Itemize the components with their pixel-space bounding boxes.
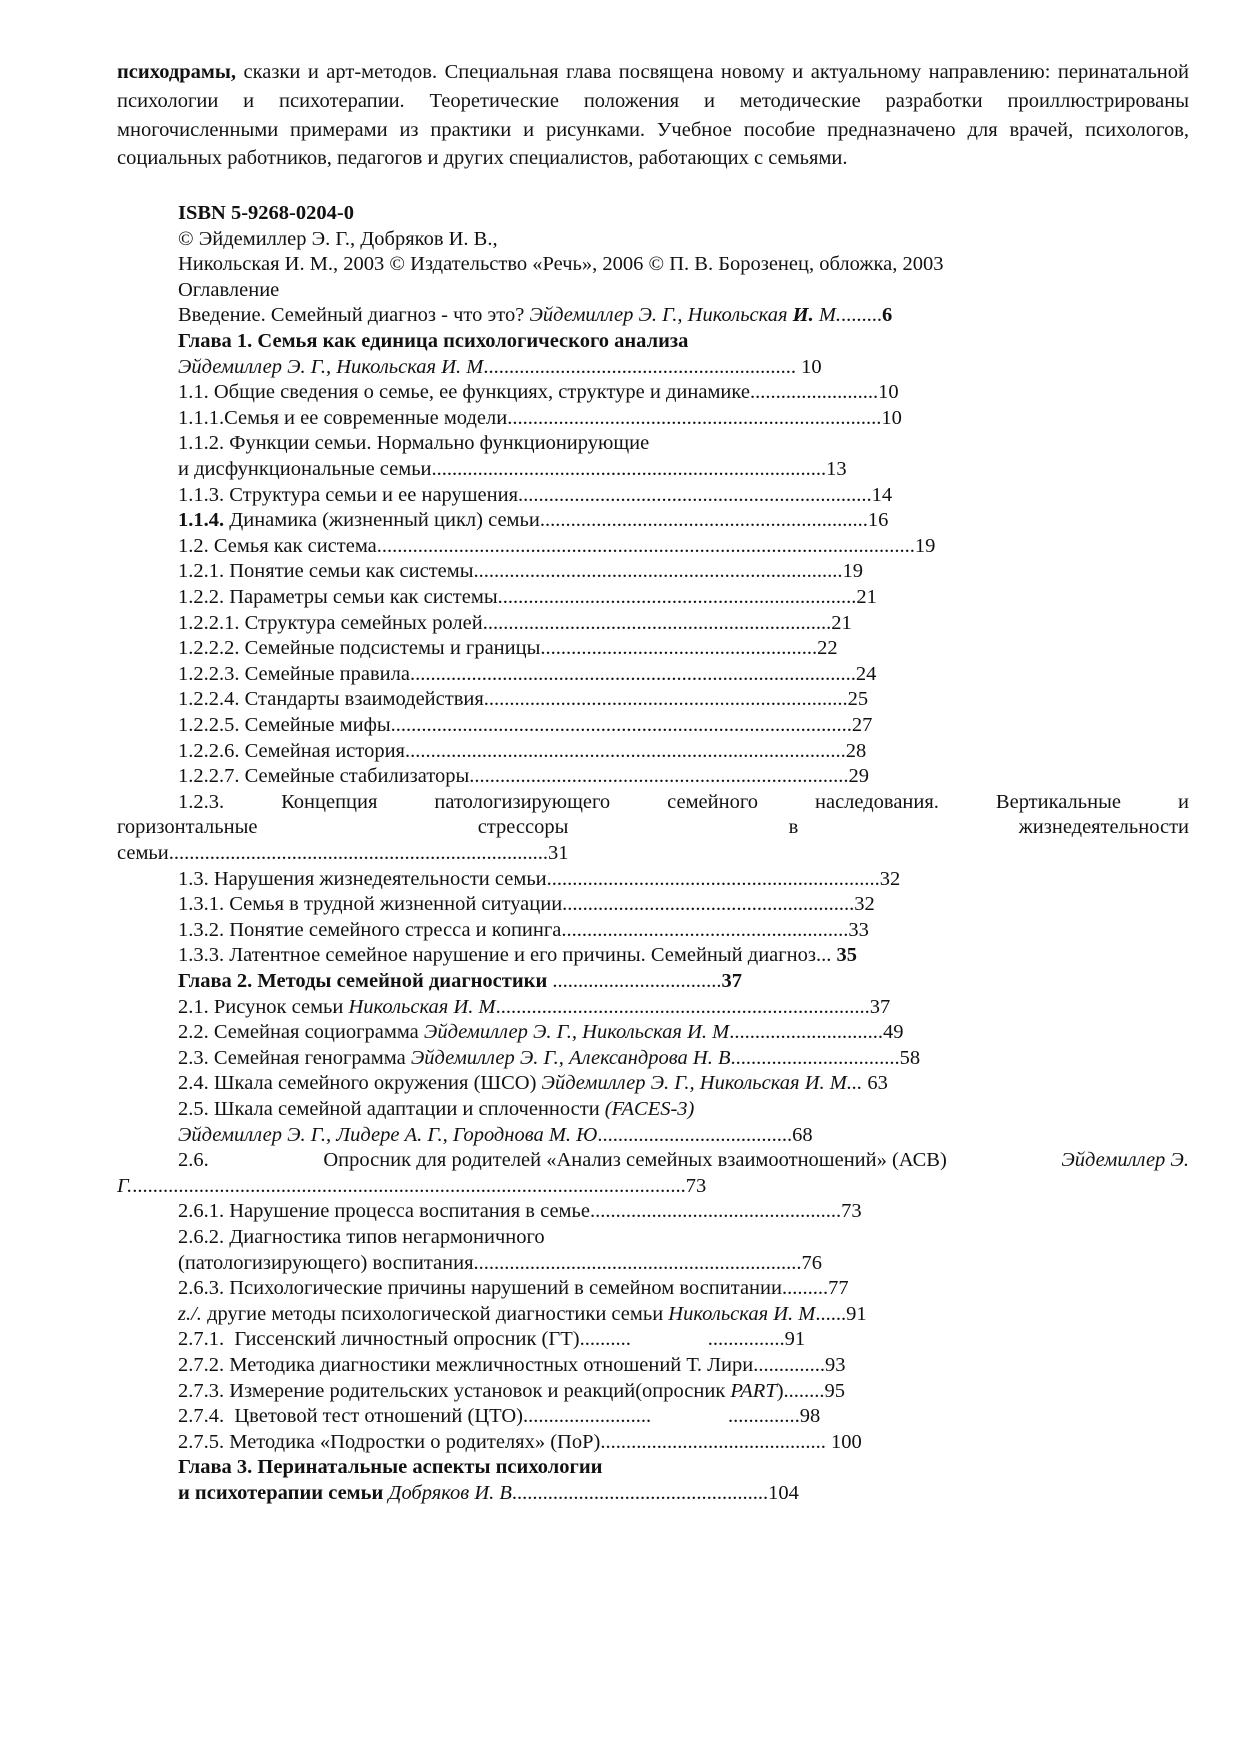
toc-entry-text: 2.4. Шкала семейного окружения (ШСО) bbox=[178, 1072, 542, 1095]
isbn: ISBN 5-9268-0204-0 bbox=[178, 202, 354, 224]
toc-entry-authors: Г. bbox=[117, 1174, 133, 1197]
toc-entry-2-7[interactable] bbox=[178, 1300, 867, 1328]
toc-entry-2-7-2[interactable]: 2.7.2. Методика диагностики межличностных отношений Т. Лири..............93 bbox=[178, 1354, 846, 1376]
toc-entry-2-1[interactable] bbox=[178, 993, 890, 1021]
toc-chapter-1[interactable]: Глава 1. Семья как единица психологического анализа bbox=[178, 330, 689, 352]
toc-entry-2-2[interactable] bbox=[178, 1018, 903, 1046]
toc-leader: ..............................49 bbox=[729, 1021, 904, 1044]
toc-page-number: 37 bbox=[721, 970, 743, 992]
toc-entry-text: Динамика (жизненный цикл) семьи................................................................16 bbox=[224, 509, 889, 532]
toc-word: семейного bbox=[667, 790, 758, 813]
toc-entry-1-1-3[interactable]: 1.1.3. Структура семьи и ее нарушения.....................................................................14 bbox=[178, 483, 893, 506]
toc-entry-1-1-2[interactable]: 1.1.2. Функции семьи. Нормально функционирующие bbox=[178, 432, 650, 455]
toc-entry-2-6-1[interactable]: 2.6.1. Нарушение процесса воспитания в семье.................................................73 bbox=[178, 1200, 862, 1223]
toc-entry-1-1-2-cont[interactable]: и дисфункциональные семьи.............................................................................13 bbox=[178, 458, 847, 480]
toc-page-number: 35 bbox=[836, 944, 858, 967]
intro-paragraph bbox=[117, 58, 1189, 173]
toc-entry-1-3-2[interactable]: 1.3.2. Понятие семейного стресса и копинга........................................................33 bbox=[178, 918, 869, 941]
toc-entry-authors-tail: М. bbox=[813, 304, 842, 327]
intro-text: сказки и арт-методов. Специальная глава посвящена новому и актуальному направлению: перинатальной психологии и психотерапии. Теоретические положения и методические разработки проиллюстрированы многочисленными примерами из практики и рисунками. Учебное пособие предназначено для врачей, психологов, социальных работников, педагогов и других специалистов, работающих с семьями. bbox=[117, 61, 1189, 170]
toc-word: и bbox=[1177, 790, 1189, 813]
toc-entry-1-3-3[interactable] bbox=[178, 941, 857, 969]
toc-entry-2-6-2-cont[interactable]: (патологизирующего) воспитания................................................................76 bbox=[178, 1251, 823, 1274]
toc-leader: ............................................................. bbox=[483, 355, 796, 378]
toc-entry-abbrev: PART bbox=[730, 1379, 777, 1402]
toc-entry-2-7-5[interactable]: 2.7.5. Методика «Подростки о родителях» (ПоР)............................................ 100 bbox=[178, 1430, 862, 1453]
toc-entry-1-2-2-6[interactable]: 1.2.2.6. Семейная история......................................................................................28 bbox=[178, 739, 867, 762]
toc-entry-2-5-cont[interactable] bbox=[178, 1121, 813, 1149]
toc-entry-text: 2.7.3. Измерение родительских установок и реакций(опросник bbox=[178, 1379, 731, 1402]
toc-heading: Оглавление bbox=[178, 278, 280, 301]
toc-entry-1-2-2[interactable]: 1.2.2. Параметры семьи как системы......................................................................21 bbox=[178, 586, 877, 608]
toc-entry-2-5[interactable] bbox=[178, 1095, 694, 1123]
toc-leader: ............................................................................................................73 bbox=[132, 1174, 707, 1197]
toc-entry-authors: Эйдемиллер Э. Г., Никольская И. М... bbox=[541, 1072, 863, 1095]
toc-entry-1-2-2-4[interactable]: 1.2.2.4. Стандарты взаимодействия.......................................................................25 bbox=[178, 688, 869, 711]
intro-lead: психодрамы, bbox=[117, 61, 236, 83]
toc-entry-authors: Никольская И. М bbox=[348, 995, 496, 1018]
toc-entry-2-6[interactable] bbox=[178, 1146, 1189, 1174]
toc-entry-1-1-4[interactable] bbox=[178, 506, 888, 534]
toc-word: 1.2.3. bbox=[178, 790, 225, 813]
toc-word: 2.6. bbox=[178, 1149, 209, 1172]
toc-leader: ........ bbox=[841, 304, 883, 327]
toc-word: жизнедеятельности bbox=[1018, 816, 1189, 839]
toc-entry-2-3[interactable] bbox=[178, 1044, 920, 1072]
toc-word: стрессоры bbox=[477, 816, 569, 839]
toc-word: Концепция bbox=[281, 790, 378, 813]
toc-word: в bbox=[788, 816, 799, 839]
toc-chapter-2[interactable] bbox=[178, 967, 742, 995]
toc-entry-authors: Эйдемиллер Э. Г., Никольская И. М bbox=[423, 1021, 730, 1044]
toc-entry-authors: Эйдемиллер Э. Г., Александрова Н. В bbox=[410, 1046, 731, 1069]
toc-entry-1-3-1[interactable]: 1.3.1. Семья в трудной жизненной ситуации.........................................................32 bbox=[178, 893, 875, 916]
toc-entry-text: 1.3.3. Латентное семейное нарушение и его причины. Семейный диагноз... bbox=[178, 944, 837, 967]
toc-entry-text: 2.1. Рисунок семьи bbox=[178, 995, 349, 1018]
toc-entry-intro[interactable] bbox=[178, 301, 892, 329]
toc-leader: )........95 bbox=[776, 1379, 846, 1402]
toc-entry-2-6-3[interactable]: 2.6.3. Психологические причины нарушений в семейном воспитании.........77 bbox=[178, 1277, 849, 1300]
toc-entry-1-2-2-3[interactable]: 1.2.2.3. Семейные правила.......................................................................................24 bbox=[178, 662, 877, 685]
toc-chapter-1-authors bbox=[178, 353, 822, 381]
toc-word: Опросник для родителей «Анализ семейных взаимоотношений» (АСВ) bbox=[323, 1149, 947, 1172]
toc-leader: .........................................................................37 bbox=[495, 995, 891, 1018]
copyright-line-1: © Эйдемиллер Э. Г., Добряков И. В., bbox=[178, 227, 498, 250]
toc-leader: .................................58 bbox=[730, 1046, 921, 1069]
toc-entry-2-6-2[interactable]: 2.6.2. Диагностика типов негармоничного bbox=[178, 1226, 545, 1248]
toc-entry-2-7-3[interactable] bbox=[178, 1377, 845, 1405]
toc-entry-authors: Эйдемиллер Э. bbox=[1061, 1149, 1189, 1172]
toc-entry-2-6-cont[interactable] bbox=[117, 1172, 706, 1200]
toc-entry-text: 2.2. Семейная социограмма bbox=[178, 1021, 424, 1044]
toc-leader: ......91 bbox=[815, 1302, 867, 1325]
toc-page-number: 10 bbox=[795, 355, 822, 378]
toc-entry-2-7-1[interactable]: 2.7.1. Гиссенский личностный опросник (ГТ).......... ...............91 bbox=[178, 1328, 806, 1351]
toc-entry-authors: Эйдемиллер Э. Г., Лидере А. Г., Городнова М. Ю bbox=[178, 1123, 598, 1146]
toc-entry-1-3[interactable]: 1.3. Нарушения жизнедеятельности семьи.................................................................32 bbox=[178, 867, 901, 890]
toc-entry-authors-bold: И. bbox=[792, 304, 814, 327]
toc-entry-text: Введение. Семейный диагноз - что это? bbox=[178, 304, 530, 327]
toc-entry-number: z./. bbox=[178, 1302, 202, 1325]
toc-entry-2-4[interactable] bbox=[178, 1069, 888, 1097]
toc-chapter-3[interactable]: Глава 3. Перинатальные аспекты психологии bbox=[178, 1456, 603, 1479]
toc-entry-1-1-1[interactable]: 1.1.1.Семья и ее современные модели.........................................................................10 bbox=[178, 406, 902, 429]
toc-entry-1-2-3[interactable] bbox=[178, 788, 1189, 816]
toc-leader: ................................. bbox=[552, 970, 722, 992]
toc-chapter-3-cont[interactable] bbox=[178, 1479, 799, 1507]
toc-word: наследования. bbox=[815, 790, 939, 813]
toc-entry-number: 1.1.4. bbox=[178, 509, 225, 532]
toc-entry-1-2-1[interactable]: 1.2.1. Понятие семьи как системы........................................................................19 bbox=[178, 560, 864, 583]
toc-word: патологизирующего bbox=[434, 790, 611, 813]
toc-page-number: 6 bbox=[882, 304, 893, 327]
copyright-line-2: Никольская И. М., 2003 © Издательство «Речь», 2006 © П. В. Борозенец, обложка, 2003 bbox=[178, 253, 944, 276]
toc-entry-1-2-2-7[interactable]: 1.2.2.7. Семейные стабилизаторы..........................................................................29 bbox=[178, 765, 870, 788]
toc-word: Вертикальные bbox=[995, 790, 1121, 813]
toc-chapter-title: Глава 2. Методы семейной диагностики bbox=[178, 970, 553, 992]
toc-entry-1-2-2-2[interactable]: 1.2.2.2. Семейные подсистемы и границы......................................................22 bbox=[178, 637, 838, 660]
toc-entry-authors: Эйдемиллер Э. Г., Никольская bbox=[529, 304, 793, 327]
toc-entry-2-7-4[interactable]: 2.7.4. Цветовой тест отношений (ЦТО)......................... ..............98 bbox=[178, 1405, 821, 1428]
toc-page-number: 63 bbox=[862, 1072, 888, 1095]
toc-leader: ..................................................104 bbox=[511, 1482, 799, 1504]
toc-entry-text: другие методы психологической диагностики семьи bbox=[201, 1302, 669, 1325]
toc-entry-authors: Эйдемиллер Э. Г., Никольская И. М bbox=[178, 355, 484, 378]
toc-entry-1-2-3-cont[interactable] bbox=[117, 813, 1189, 841]
toc-entry-text: 2.3. Семейная генограмма bbox=[178, 1046, 411, 1069]
toc-entry-authors: Никольская И. М bbox=[668, 1302, 816, 1325]
toc-entry-1-1[interactable]: 1.1. Общие сведения о семье, ее функциях, структуре и динамике.........................10 bbox=[178, 381, 899, 404]
toc-entry-1-2-3-tail[interactable]: семьи..........................................................................31 bbox=[117, 842, 569, 864]
toc-entry-1-2-2-5[interactable]: 1.2.2.5. Семейные мифы..........................................................................................27 bbox=[178, 714, 873, 736]
toc-leader: ......................................68 bbox=[597, 1123, 813, 1146]
toc-entry-text: 2.5. Шкала семейной адаптации и сплоченности bbox=[178, 1098, 605, 1120]
toc-entry-1-2[interactable]: 1.2. Семья как система.........................................................................................................19 bbox=[178, 534, 936, 557]
toc-entry-1-2-2-1[interactable]: 1.2.2.1. Структура семейных ролей....................................................................21 bbox=[178, 611, 852, 634]
toc-word: горизонтальные bbox=[117, 816, 258, 839]
toc-chapter-title: и психотерапии семьи bbox=[178, 1482, 389, 1504]
toc-entry-authors: Добряков И. В bbox=[388, 1482, 512, 1504]
toc-entry-abbrev: (FACES-3) bbox=[604, 1098, 695, 1120]
